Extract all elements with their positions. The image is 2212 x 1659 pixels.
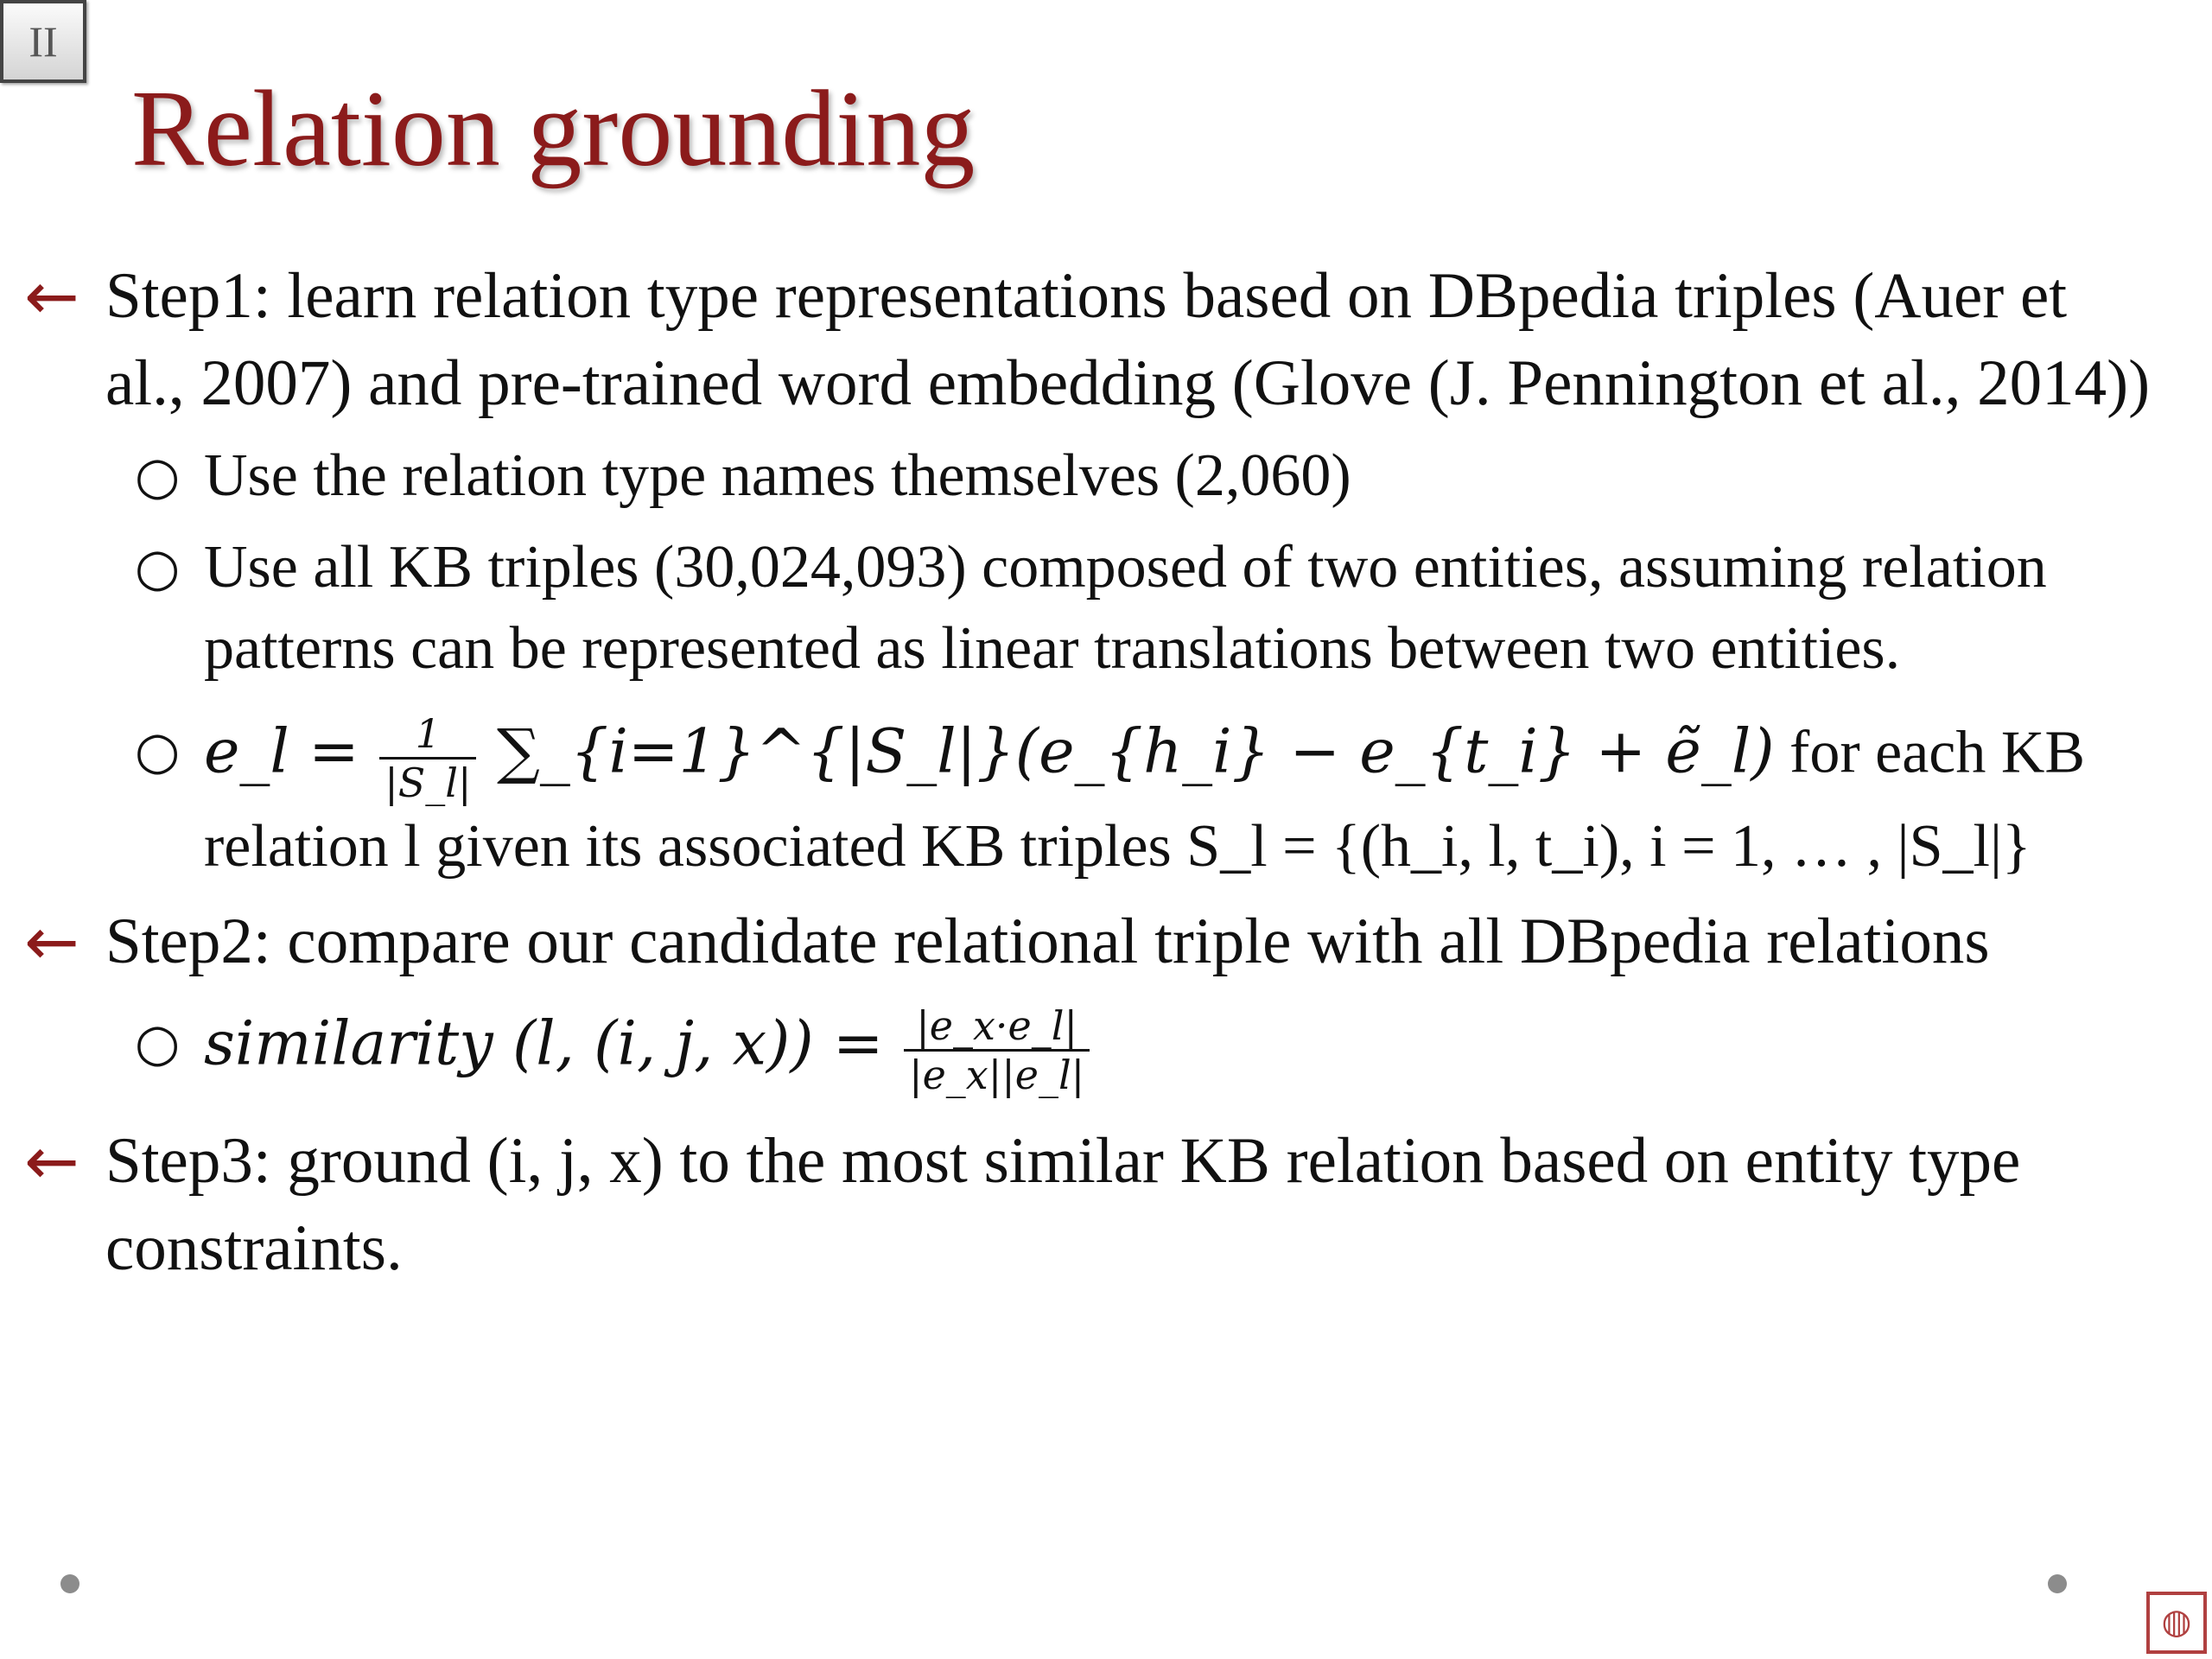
step1-bullet-2 [0,527,2160,690]
bullet-text: Use the relation type names themselves (2,060) [204,442,1351,509]
slide-dot-left [60,1574,79,1593]
step2-item [0,898,2160,985]
arrow-left-icon: ← [24,903,79,980]
step2-formula-bullet [0,1002,2160,1098]
circle-bullet-icon: ○ [135,721,181,781]
fraction-denominator: |e_x||e_l| [909,1052,1085,1098]
step2-text: Step2: compare our candidate relational triple with all DBpedia relations [105,906,1990,977]
formula-description: for each KB relation l given its associated KB triples S_l = {(h_i, l, t_i), i = 1, … , |S_l|} [204,719,2086,880]
step1-formula-bullet [0,710,2160,887]
bullet-text: Use all KB triples (30,024,093) composed of two entities, assuming relation patterns can be represented as linear translations between two entities. [204,534,2047,682]
logo-icon: ◍ [2146,1592,2207,1654]
similarity-lhs: similarity (l, (i, j, x)) = [204,1007,884,1079]
fraction-numerator: 1 [379,710,476,760]
circle-bullet-icon: ○ [135,1013,181,1073]
circle-bullet-icon: ○ [135,446,181,506]
arrow-left-icon: ← [24,1122,79,1199]
fraction-numerator: |e_x·e_l| [904,1002,1090,1052]
step1-bullet-1 [0,435,2160,517]
formula-lhs: e_l = [204,715,359,787]
similarity-fraction [904,1002,1090,1098]
slide-title: Relation grounding [131,69,976,189]
section-badge: II [0,0,86,83]
slide-dot-right [2048,1574,2067,1593]
step3-item [0,1117,2160,1292]
formula-sum: ∑_{i=1}^{|S_l|}(e_{h_i} − e_{t_i} + ẽ_l) [496,715,1775,787]
step3-text: Step3: ground (i, j, x) to the most similar KB relation based on entity type constraints. [105,1125,2021,1284]
step1-item [0,252,2160,427]
slide-content [0,252,2160,1300]
fraction-denominator: |S_l| [385,760,472,806]
arrow-left-icon: ← [24,257,79,334]
formula-fraction [379,710,476,806]
step1-text: Step1: learn relation type representations based on DBpedia triples (Auer et al., 2007) and pre-trained word embedding (Glove (J. Pennington et al., 2014)) [105,260,2151,419]
circle-bullet-icon: ○ [135,537,181,598]
